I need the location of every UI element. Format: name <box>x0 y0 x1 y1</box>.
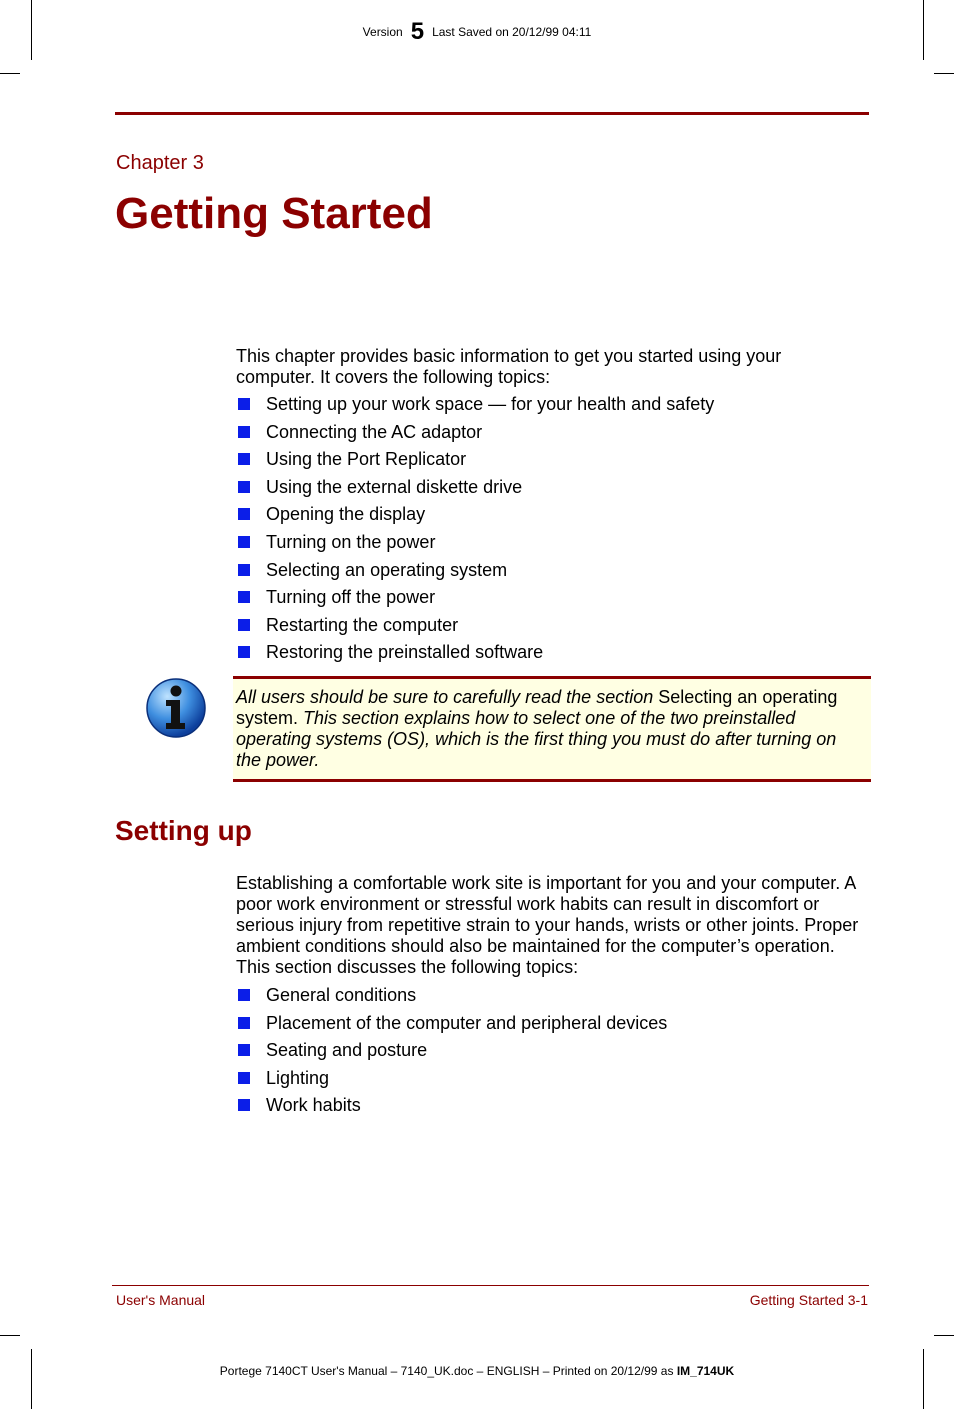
crop-mark <box>934 1335 954 1336</box>
version-number: 5 <box>410 18 425 45</box>
list-item-text: Connecting the AC adaptor <box>266 421 483 442</box>
note-box <box>233 676 871 782</box>
version-header <box>0 20 954 44</box>
section-title: Setting up <box>115 815 252 846</box>
crop-mark <box>0 1335 20 1336</box>
list-item-text: Work habits <box>266 1095 361 1116</box>
crop-mark <box>31 1349 32 1409</box>
bullet-square-icon <box>238 1099 250 1111</box>
setting-up-paragraph: Establishing a comfortable work site is important for you and your computer. A poor work environment or stressful work habits can result in discomfort or serious injury from repetitive strain to your hands, wrists or other joints. Proper ambient conditions should also be maintained for the computer’s operation. This section discusses the following topics: <box>236 873 859 977</box>
footer-rule <box>112 1285 869 1286</box>
print-info-text: Portege 7140CT User's Manual – 7140_UK.doc – ENGLISH – Printed on 20/12/99 as <box>219 1364 674 1378</box>
bullet-square-icon <box>238 453 250 465</box>
list-item-text: General conditions <box>266 985 417 1005</box>
list-item-text: Using the external diskette drive <box>266 476 523 497</box>
bullet-square-icon <box>238 536 250 548</box>
bullet-square-icon <box>238 481 250 493</box>
list-item-text: Selecting an operating system <box>266 559 508 580</box>
bullet-square-icon <box>238 426 250 438</box>
bullet-square-icon <box>238 989 250 1001</box>
note-text-part2: This section explains how to select one of the two preinstalled operating systems (OS), which is the first thing you must do after turning on the power. <box>236 708 837 770</box>
footer-page-label: Getting Started 3-1 <box>749 1292 868 1308</box>
crop-mark <box>0 73 20 74</box>
crop-mark <box>923 1349 924 1409</box>
list-item-text: Lighting <box>266 1067 330 1088</box>
list-item-text: Setting up your work space — for your health and safety <box>266 394 715 414</box>
chapter-title: Getting Started <box>115 189 433 238</box>
bullet-square-icon <box>238 619 250 631</box>
bullet-square-icon <box>238 564 250 576</box>
list-item-text: Using the Port Replicator <box>266 449 467 470</box>
footer-left: User's Manual <box>116 1292 206 1308</box>
bullet-square-icon <box>238 591 250 603</box>
list-item-text: Seating and posture <box>266 1040 428 1061</box>
list-item-text: Turning off the power <box>266 587 436 608</box>
chapter-label: Chapter 3 <box>116 152 204 174</box>
bullet-square-icon <box>238 1044 250 1056</box>
bullet-square-icon <box>238 1072 250 1084</box>
list-item-text: Restarting the computer <box>266 614 459 635</box>
header-rule <box>115 112 869 115</box>
version-label: Version <box>362 25 403 39</box>
intro-paragraph: This chapter provides basic information to get you started using your computer. It covers the following topics: <box>236 346 782 387</box>
list-item-text: Placement of the computer and peripheral devices <box>266 1012 668 1033</box>
note-text: All users should be sure to carefully read the section Selecting an operating system. This section explains how to select one of the two preinstalled operating systems (OS), which is the first thing you must do after turning on the power. <box>236 687 838 770</box>
crop-mark <box>934 73 954 74</box>
last-saved: Last Saved on 20/12/99 04:11 <box>432 25 592 39</box>
note-section-reference: Selecting an operating system <box>236 687 838 728</box>
info-icon <box>145 677 207 739</box>
note-text-part1: All users should be sure to carefully read the section <box>236 687 654 707</box>
list-item-text: Restoring the preinstalled software <box>266 642 544 663</box>
bullet-square-icon <box>238 1017 250 1029</box>
list-item-text: Turning on the power <box>266 531 436 552</box>
print-info-code: IM_714UK <box>676 1364 735 1378</box>
bullet-square-icon <box>238 508 250 520</box>
print-info <box>0 1363 954 1379</box>
list-item-text: Opening the display <box>266 504 426 525</box>
bullet-square-icon <box>238 646 250 658</box>
bullet-square-icon <box>238 398 250 410</box>
